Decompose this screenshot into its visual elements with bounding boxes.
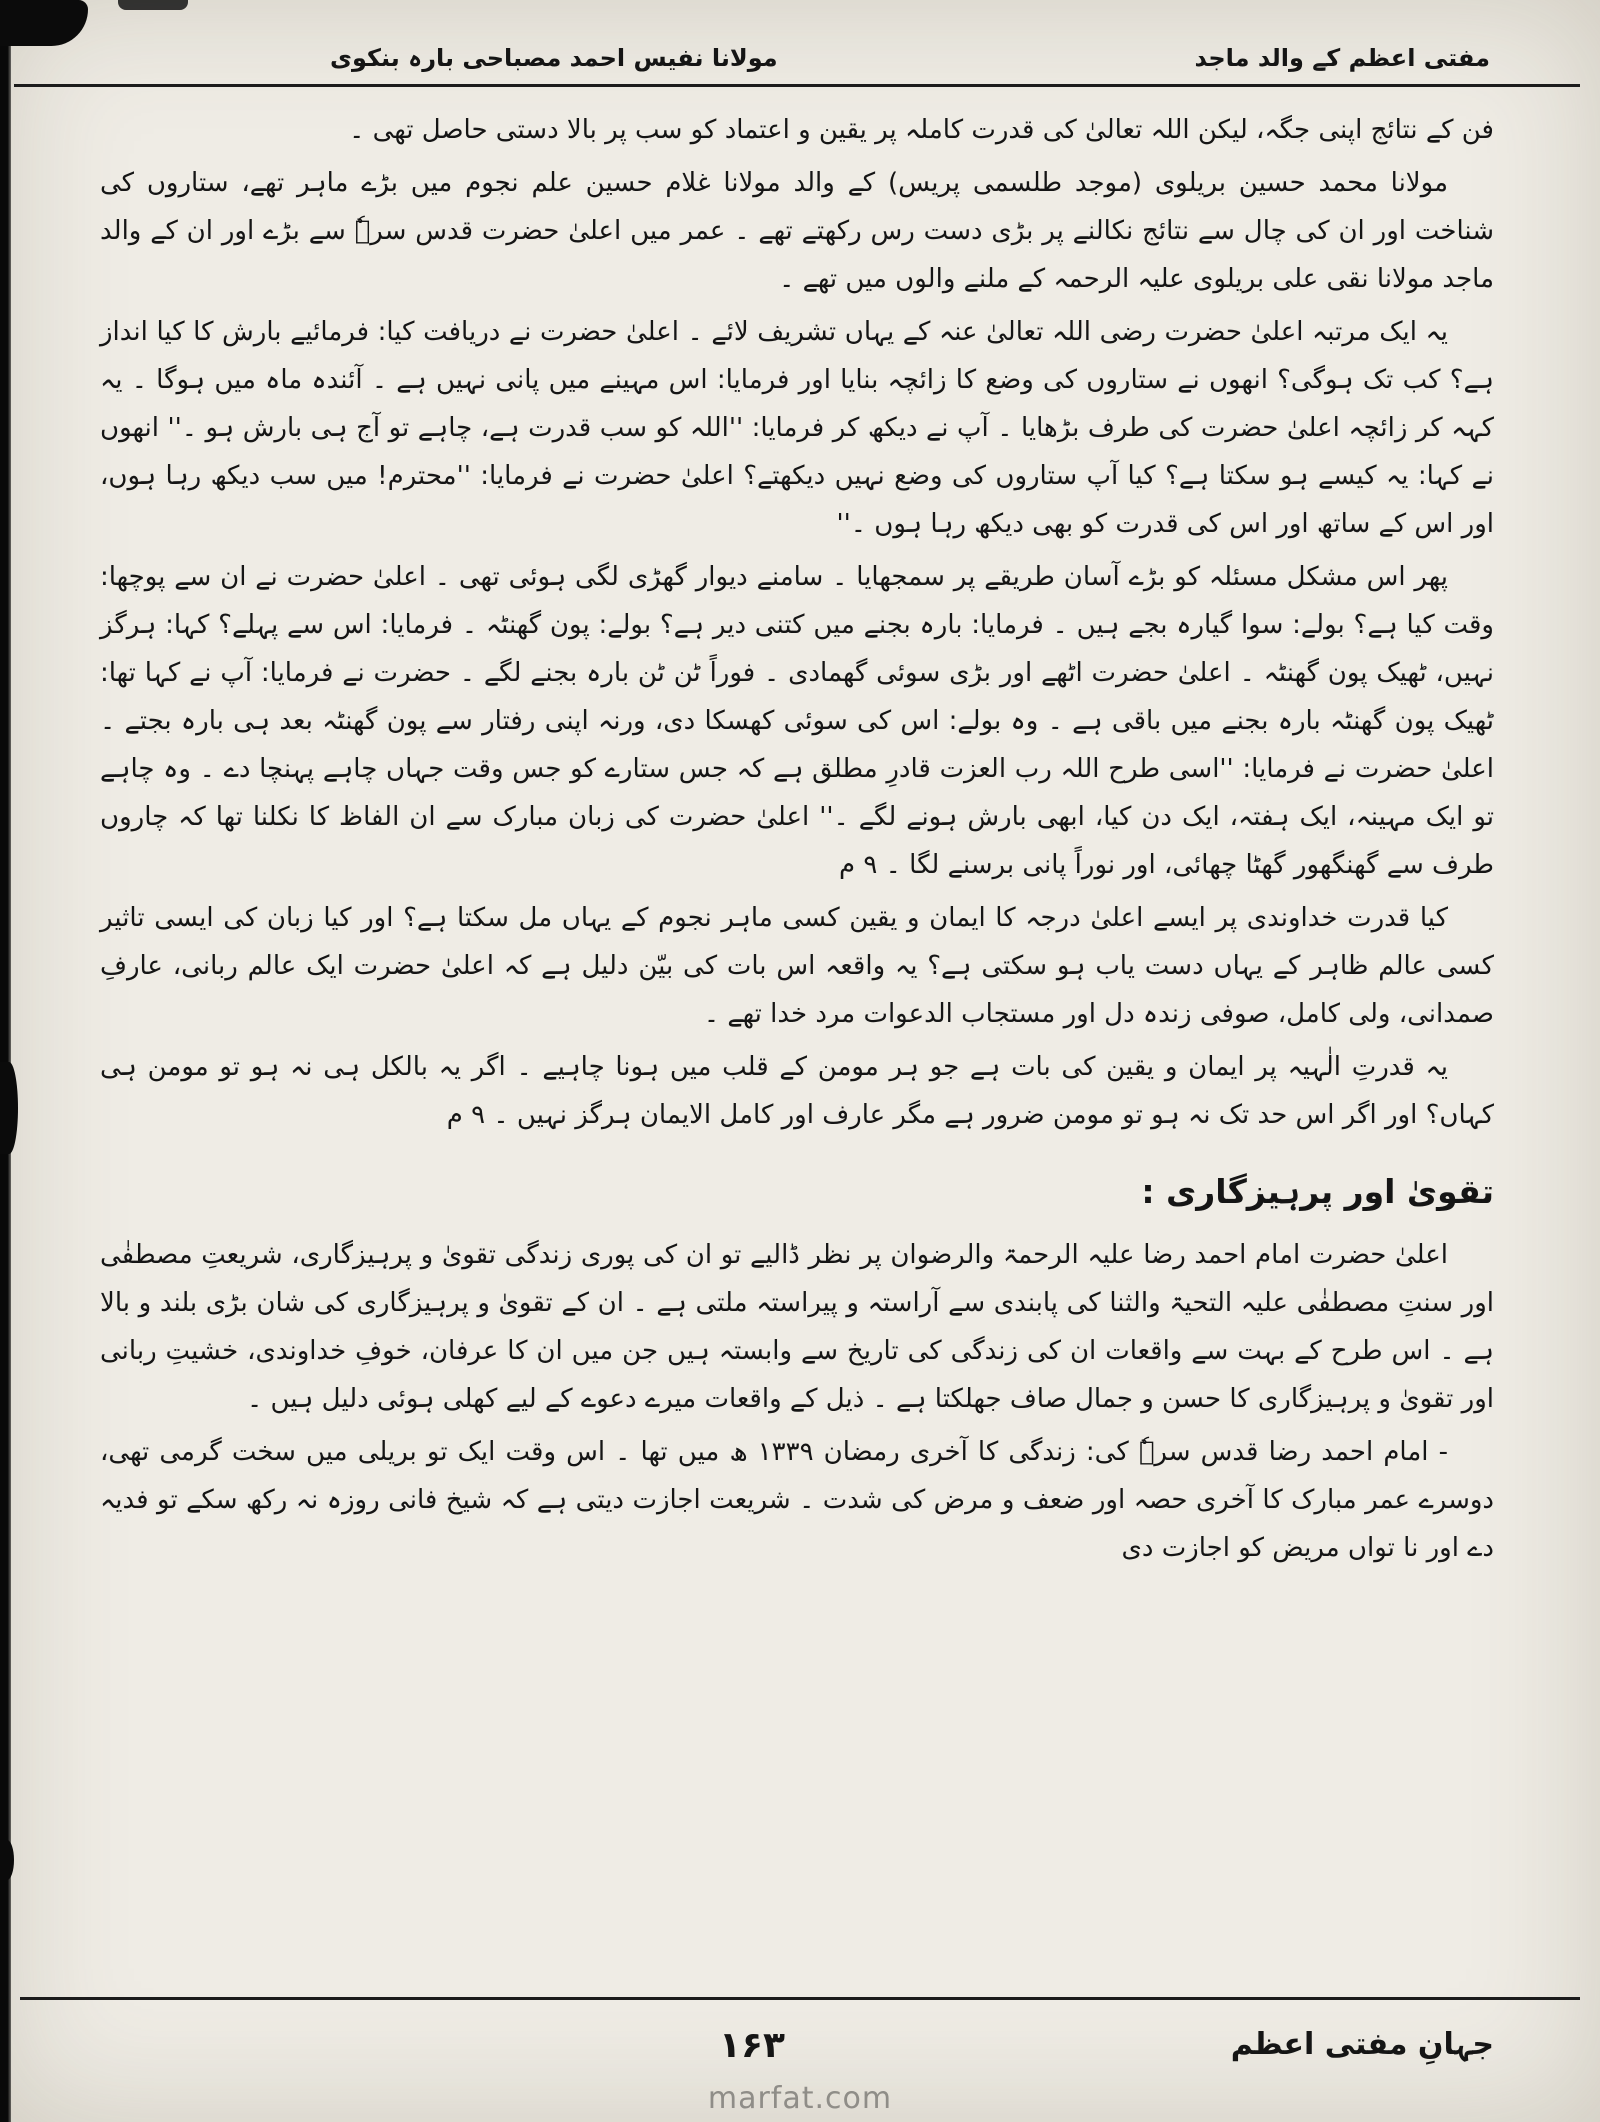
page-header xyxy=(100,28,1494,84)
page-number: ۱۶۳ xyxy=(719,2025,785,2066)
paragraph: کیا قدرت خداوندی پر ایسے اعلیٰ درجہ کا ایمان و یقین کسی ماہر نجوم کے یہاں مل سکتا ہے؟ اور کیا زبان کی ایسی تاثیر کسی عالم ظاہر کے یہاں دست یاب ہو سکتی ہے؟ یہ واقعہ اس بات کی بیّن دلیل ہے کہ اعلیٰ حضرت ایک عالم ربانی، عارفِ صمدانی، ولی کامل، صوفی زندہ دل اور مستجاب الدعوات مرد خدا تھے ۔ xyxy=(100,903,1494,1029)
paragraph: اعلیٰ حضرت امام احمد رضا علیہ الرحمۃ والرضوان پر نظر ڈالیے تو ان کی پوری زندگی تقویٰ و پرہیزگاری، شریعتِ مصطفٰی اور سنتِ مصطفٰی علیہ التحیۃ والثنا کی پابندی سے آراستہ و پیراستہ ملتی ہے ۔ ان کے تقویٰ و پرہیزگاری کی شان بڑی بلند و بالا ہے ۔ اس طرح کے بہت سے واقعات ان کی زندگی کی تاریخ سے وابستہ ہیں جن میں ان کا عرفان، خوفِ خداوندی، خشیتِ ربانی اور تقویٰ و پرہیزگاری کا حسن و جمال صاف جھلکتا ہے ۔ ذیل کے واقعات میرے دعوے کے لیے کھلی ہوئی دلیل ہیں ۔ xyxy=(100,1240,1494,1415)
paragraph: مولانا محمد حسین بریلوی (موجد طلسمی پریس) کے والد مولانا غلام حسین علم نجوم میں بڑے ماہر تھے، ستاروں کی شناخت اور ان کی چال سے نتائج نکالنے پر بڑی دست رس رکھتے تھے ۔ عمر میں اعلیٰ حضرت قدس سرہٗ سے بڑے اور ان کے والد ماجد مولانا نقی علی بریلوی علیہ الرحمہ کے ملنے والوں میں تھے ۔ xyxy=(100,168,1494,294)
paragraph: پھر اس مشکل مسئلہ کو بڑے آسان طریقے پر سمجھایا ۔ سامنے دیوار گھڑی لگی ہوئی تھی ۔ اعلیٰ حضرت نے ان سے پوچھا: وقت کیا ہے؟ بولے: سوا گیارہ بجے ہیں ۔ فرمایا: بارہ بجنے میں کتنی دیر ہے؟ بولے: پون گھنٹہ ۔ فرمایا: اس سے پہلے؟ کہا: ہرگز نہیں، ٹھیک پون گھنٹہ ۔ اعلیٰ حضرت اٹھے اور بڑی سوئی گھمادی ۔ فوراً ٹن ٹن بارہ بجنے لگے ۔ حضرت نے فرمایا: آپ نے کہا تھا: ٹھیک پون گھنٹہ بارہ بجنے میں باقی ہے ۔ وہ بولے: اس کی سوئی کھسکا دی، ورنہ اپنی رفتار سے پون گھنٹہ بعد ہی بارہ بجتے ۔ اعلیٰ حضرت نے فرمایا: ''اسی طرح اللہ رب العزت قادرِ مطلق ہے کہ جس ستارے کو جس وقت جہاں چاہے پہنچا دے ۔ وہ چاہے تو ایک مہینہ، ایک ہفتہ، ایک دن کیا، ابھی بارش ہونے لگے ۔'' اعلیٰ حضرت کی زبان مبارک سے ان الفاظ کا نکلنا تھا کہ چاروں طرف سے گھنگھور گھٹا چھائی، اور نوراً پانی برسنے لگا ۔ ۹ م xyxy=(100,562,1494,880)
paragraph: فن کے نتائج اپنی جگہ، لیکن اللہ تعالیٰ کی قدرت کاملہ پر یقین و اعتماد کو سب پر بالا دستی حاصل تھی ۔ xyxy=(349,115,1494,145)
header-right-title: مفتی اعظم کے والد ماجد xyxy=(1194,44,1490,72)
footer-book-title: جہانِ مفتی اعظم xyxy=(1230,2027,1494,2062)
paragraph: یہ قدرتِ الٰہیہ پر ایمان و یقین کی بات ہے جو ہر مومن کے قلب میں ہونا چاہیے ۔ اگر یہ بالکل ہی نہ ہو تو مومن ہی کہاں؟ اور اگر اس حد تک نہ ہو تو مومن ضرور ہے مگر عارف اور کامل الایمان ہرگز نہیں ۔ ۹ م xyxy=(100,1052,1494,1130)
watermark-text: marfat.com xyxy=(707,2081,893,2116)
header-left-title: مولانا نفیس احمد مصباحی بارہ بنکوی xyxy=(330,44,778,72)
paragraph: - امام احمد رضا قدس سرہٗ کی: زندگی کا آخری رمضان ۱۳۳۹ ھ میں تھا ۔ اس وقت ایک تو بریلی میں سخت گرمی تھی، دوسرے عمر مبارک کا آخری حصہ اور ضعف و مرض کی شدت ۔ شریعت اجازت دیتی ہے کہ شیخ فانی روزہ نہ رکھ سکے تو فدیہ دے اور نا تواں مریض کو اجازت دی xyxy=(100,1437,1494,1564)
body-text xyxy=(100,87,1494,1572)
footer-rule xyxy=(20,1997,1580,2000)
section-heading: تقویٰ اور پرہیزگاری : xyxy=(1141,1172,1494,1211)
paragraph: یہ ایک مرتبہ اعلیٰ حضرت رضی اللہ تعالیٰ عنہ کے یہاں تشریف لائے ۔ اعلیٰ حضرت نے دریافت کیا: فرمائیے بارش کا کیا انداز ہے؟ کب تک ہوگی؟ انھوں نے ستاروں کی وضع کا زائچہ بنایا اور فرمایا: اس مہینے میں پانی نہیں ہے ۔ آئندہ ماہ میں ہوگا ۔ یہ کہہ کر زائچہ اعلیٰ حضرت کی طرف بڑھایا ۔ آپ نے دیکھ کر فرمایا: ''اللہ کو سب قدرت ہے، چاہے تو آج ہی بارش ہو ۔'' انھوں نے کہا: یہ کیسے ہو سکتا ہے؟ کیا آپ ستاروں کی وضع نہیں دیکھتے؟ اعلیٰ حضرت نے فرمایا: ''محترم! میں سب دیکھ رہا ہوں، اور اس کے ساتھ اور اس کی قدرت کو بھی دیکھ رہا ہوں ۔'' xyxy=(100,317,1494,539)
